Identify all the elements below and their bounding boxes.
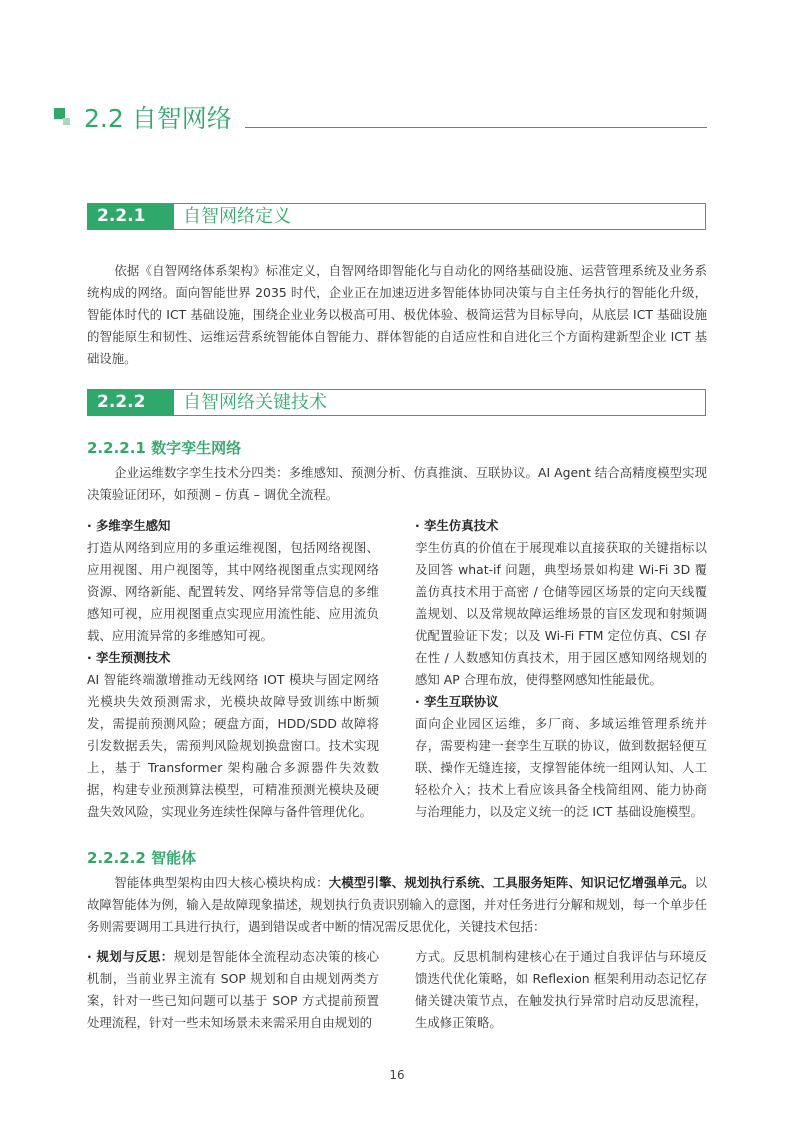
- subsection-heading-2-2-1: [87, 203, 706, 230]
- definition-paragraph: [87, 260, 707, 370]
- twin-simulation-title: · 孪生仿真技术: [415, 518, 499, 533]
- twin-protocol-block: [415, 691, 707, 823]
- subsection-number: 2.2.1: [88, 204, 174, 229]
- subsection-title: 自智网络定义: [183, 206, 291, 227]
- agent-intro-post: 以故障智能体为例，输入是故障现象描述，规划执行负责识别输入的意图，并对任务进行分解和规划，每一个单步任务则需要调用工具进行执行，遇到错误或者中断的情况需反思优化，关键技术包括：: [87, 875, 708, 934]
- digital-twin-left-column: [87, 515, 379, 823]
- agent-left-column: [87, 946, 379, 1034]
- section-marker-small-square: [63, 118, 70, 125]
- planning-reflection-text-cont: 方式。反思机制构建核心在于通过自我评估与环境反馈迭代优化策略，如 Reflexion 框架利用动态记忆存储关键决策节点，在触发执行异常时启动反思流程，生成修正策略。: [415, 949, 707, 1030]
- section-title-rule: [245, 127, 707, 128]
- agent-intro: [87, 872, 707, 938]
- section-title: 2.2 自智网络: [84, 104, 232, 133]
- digital-twin-intro-text: 企业运维数字孪生技术分四类：多维感知、预测分析、仿真推演、互联协议。AI Agent 结合高精度模型实现决策验证闭环，如预测 – 仿真 – 调优全流程。: [87, 465, 707, 502]
- page-number: 16: [389, 1068, 405, 1082]
- agent-core-modules: 大模型引擎、规划执行系统、工具服务矩阵、知识记忆增强单元。: [328, 875, 695, 890]
- twin-simulation-block: [415, 515, 707, 691]
- twin-prediction-title: · 孪生预测技术: [87, 650, 171, 665]
- subsection-title: 自智网络关键技术: [183, 392, 327, 413]
- digital-twin-right-column: [415, 515, 707, 823]
- twin-sensing-block: [87, 515, 379, 647]
- digital-twin-intro: [87, 462, 707, 506]
- twin-simulation-text: 孪生仿真的价值在于展现难以直接获取的关键指标以及回答 what-if 问题，典型场景如构建 Wi-Fi 3D 覆盖仿真技术用于高密 / 仓储等园区场景的定向天线覆盖规划、以及常规故障运维场景的盲区发现和射频调优配置验证下发；以及 Wi-Fi FTM 定位仿真、CSI 存在性 / 人数感知仿真技术，用于园区感知网络规划的感知 AP 合理布放，使得整网感知性能最优。: [415, 540, 707, 687]
- heading-digital-twin: 2.2.2.1 数字孪生网络: [87, 439, 242, 457]
- subsection-heading-2-2-2: [87, 389, 706, 416]
- twin-protocol-title: · 孪生互联协议: [415, 694, 499, 709]
- twin-sensing-title: · 多维孪生感知: [87, 518, 171, 533]
- planning-reflection-title: · 规划与反思：: [87, 949, 174, 964]
- agent-intro-pre: 智能体典型架构由四大核心模块构成：: [114, 875, 329, 890]
- heading-agent: 2.2.2.2 智能体: [87, 849, 197, 867]
- twin-prediction-text: AI 智能终端激增推动无线网络 IOT 模块与固定网络光模块失效预测需求，光模块故障导致训练中断频发，需提前预测风险；硬盘方面，HDD/SDD 故障将引发数据丢失，需预判风险规划换盘窗口。技术实现上，基于 Transformer 架构融合多源器件失效数据，构建专业预测算法模型，可精准预测光模块及硬盘失效风险，实现业务连续性保障与备件管理优化。: [87, 672, 379, 819]
- twin-protocol-text: 面向企业园区运维，多厂商、多域运维管理系统并存，需要构建一套孪生互联的协议，做到数据轻便互联、操作无缝连接，支撑智能体统一组网认知、人工轻松介入；技术上看应该具备全栈简组网、能力协商与治理能力，以及定义统一的泛 ICT 基础设施模型。: [415, 716, 707, 819]
- twin-sensing-text: 打造从网络到应用的多重运维视图，包括网络视图、应用视图、用户视图等，其中网络视图重点实现网络资源、网络新能、配置转发、网络异常等信息的多维感知可视，应用视图重点实现应用流性能、应用流负载、应用流异常的多维感知可视。: [87, 540, 379, 643]
- twin-prediction-block: [87, 647, 379, 823]
- agent-right-column: [415, 946, 707, 1034]
- subsection-number: 2.2.2: [88, 390, 174, 415]
- planning-reflection-text: 规划是智能体全流程动态决策的核心机制，当前业界主流有 SOP 规划和自由规划两类方案，针对一些已知问题可以基于 SOP 方式提前预置处理流程，针对一些未知场景未来需采用自由规划的: [87, 949, 379, 1030]
- definition-text: 依据《自智网络体系架构》标准定义，自智网络即智能化与自动化的网络基础设施、运营管理系统及业务系统构成的网络。面向智能世界 2035 时代，企业正在加速迈进多智能体协同决策与自主任务执行的智能化升级，智能体时代的 ICT 基础设施，围绕企业业务以极高可用、极优体验、极简运营为目标导向，从底层 ICT 基础设施的智能原生和韧性、运维运营系统智能体自智能力、群体智能的自适应性和自进化三个方面构建新型企业 ICT 基础设施。: [87, 263, 707, 366]
